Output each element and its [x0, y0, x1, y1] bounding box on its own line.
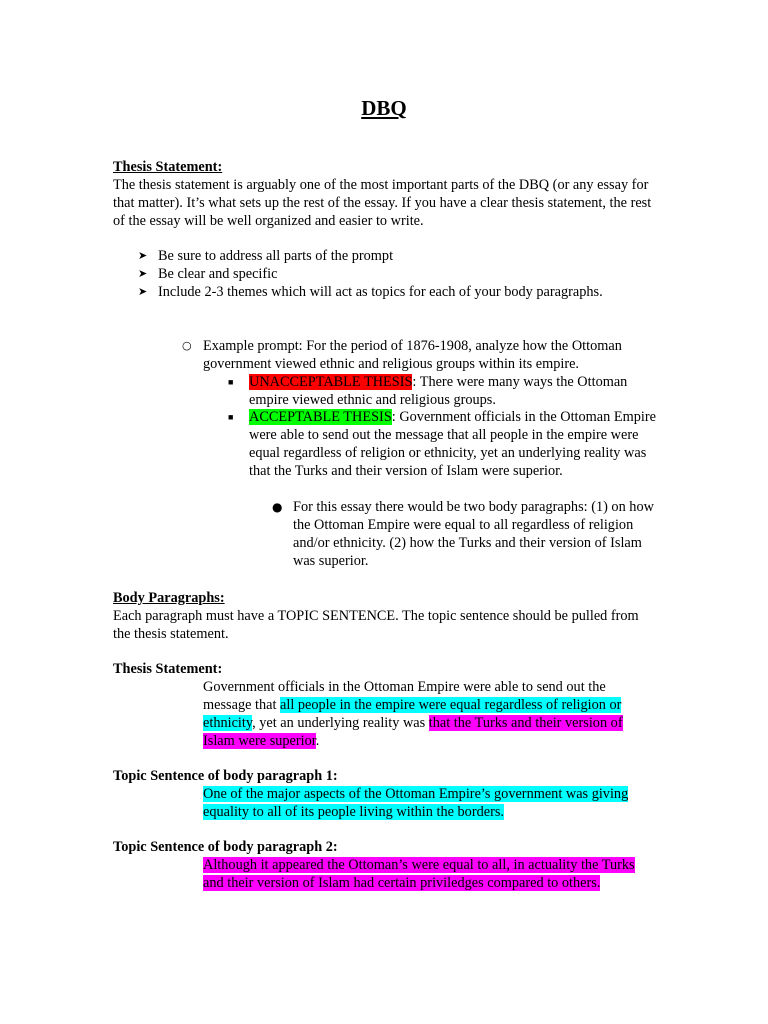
thesis-example-heading-block	[113, 660, 653, 678]
acceptable-thesis-text	[249, 408, 658, 480]
arrowhead-bullet-icon: ➤	[138, 285, 148, 298]
bullet-text: Be sure to address all parts of the prompt	[158, 248, 394, 264]
topic-sentence-1-text: One of the major aspects of the Ottoman Empire’s government was giving equality to all of its people living within the borders.	[203, 786, 629, 820]
topic-sentence-2-block	[203, 856, 655, 892]
topic-sentence-1-heading: Topic Sentence of body paragraph 1:	[113, 768, 338, 784]
thesis-example-highlight-superiority: that the Turks and their version of Islam were superior	[203, 715, 623, 749]
unacceptable-thesis-item	[228, 373, 658, 409]
thesis-example-text	[203, 678, 655, 750]
acceptable-thesis-item	[228, 408, 658, 480]
example-prompt-text: Example prompt: For the period of 1876-1908, analyze how the Ottoman government viewed ethnic and religious groups within its empire.	[203, 338, 622, 372]
list-item	[138, 247, 658, 265]
bullet-text: Be clear and specific	[158, 266, 278, 282]
arrowhead-bullet-icon: ➤	[138, 267, 148, 280]
thesis-example-part3: .	[315, 733, 320, 749]
hollow-circle-bullet-icon: ○	[182, 339, 192, 352]
square-bullet-icon: ■	[228, 377, 234, 387]
thesis-example-part2: , yet an underlying reality was	[252, 715, 429, 731]
bullet-text: Include 2-3 themes which will act as topics for each of your body paragraphs.	[158, 284, 603, 300]
thesis-example-part1: Government officials in the Ottoman Empire were able to send out the message that	[203, 679, 606, 713]
body-paragraph-plan-item	[272, 498, 658, 570]
body-paragraphs-text: Each paragraph must have a TOPIC SENTENCE. The topic sentence should be pulled from the thesis statement.	[113, 608, 639, 642]
body-paragraph-plan-text: For this essay there would be two body paragraphs: (1) on how the Ottoman Empire were equal to all regardless of religion and/or ethnicity. (2) how the Turks and their version of Islam was superior.	[293, 499, 654, 569]
square-bullet-icon: ■	[228, 412, 234, 422]
body-paragraphs-section	[113, 589, 653, 643]
thesis-example-highlight-equality: all people in the empire were equal regardless of religion or ethnicity	[203, 697, 622, 731]
topic-sentence-2-heading-block	[113, 838, 653, 856]
list-item	[138, 283, 658, 301]
topic-sentence-2-text: Although it appeared the Ottoman’s were equal to all, in actuality the Turks and their version of Islam had certain priviledges compared to others.	[203, 857, 635, 891]
thesis-heading: Thesis Statement:	[113, 159, 223, 175]
arrowhead-bullet-icon: ➤	[138, 249, 148, 262]
dot-bullet-icon: ●	[272, 500, 283, 514]
acceptable-thesis-label: ACCEPTABLE THESIS	[249, 409, 392, 425]
example-prompt-item	[182, 337, 652, 373]
unacceptable-thesis-body: : There were many ways the Ottoman empire viewed ethnic and religious groups.	[249, 374, 628, 408]
unacceptable-thesis-text	[249, 373, 658, 409]
list-item	[138, 265, 658, 283]
topic-sentence-1-block	[203, 785, 655, 821]
thesis-bullet-list	[138, 247, 658, 301]
thesis-body: The thesis statement is arguably one of the most important parts of the DBQ (or any essay for that matter). It’s what sets up the rest of the essay. If you have a clear thesis statement, the rest of the essay will be well organized and easier to write.	[113, 177, 652, 229]
acceptable-thesis-body: : Government officials in the Ottoman Empire were able to send out the message that all people in the empire were equal regardless of religion or ethnicity, yet an underlying reality was that the Turks and their version of Islam were superior.	[249, 409, 656, 479]
page-title: DBQ	[361, 96, 407, 120]
body-paragraphs-heading: Body Paragraphs:	[113, 590, 225, 606]
topic-sentence-2-heading: Topic Sentence of body paragraph 2:	[113, 839, 338, 855]
thesis-example-heading: Thesis Statement:	[113, 661, 223, 677]
topic-sentence-1-heading-block	[113, 767, 653, 785]
unacceptable-thesis-label: UNACCEPTABLE THESIS	[249, 374, 413, 390]
thesis-section	[113, 158, 653, 230]
